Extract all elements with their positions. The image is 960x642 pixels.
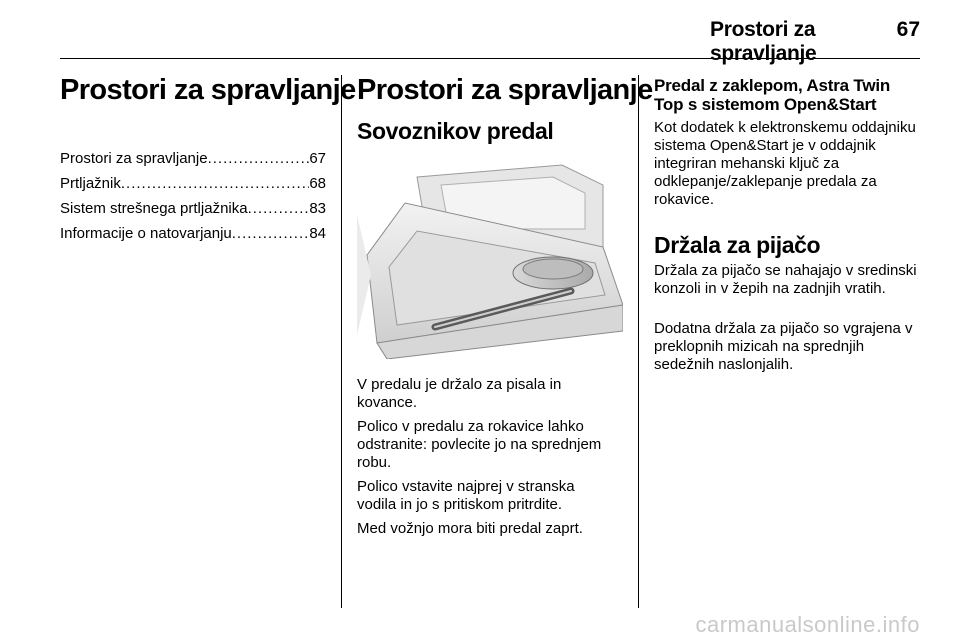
subsection-heading: Predal z zaklepom, Astra Twin Top s sistemom Open&Start	[654, 76, 891, 114]
toc-leader	[232, 225, 310, 242]
toc-entry[interactable]	[60, 175, 326, 200]
toc-leader	[248, 200, 310, 217]
body-text: V predalu je držalo za pisala in kovance.	[357, 376, 562, 411]
header-title: Prostori za spravljanje	[710, 18, 817, 65]
body-text: Držala za pijačo se nahajajo v sredinski konzoli in v žepih na zadnjih vratih.	[654, 262, 917, 297]
toc-entry[interactable]	[60, 150, 326, 175]
subsection-heading: Sovoznikov predal	[357, 118, 554, 144]
toc-label: Prtljažnik	[60, 175, 121, 192]
body-text: Kot dodatek k elektronskemu oddajniku sistema Open&Start je v oddajnik integriran mehanski ključ za odklepanje/zaklepanje predala za rokavice.	[654, 119, 916, 208]
toc-page: 67	[309, 150, 326, 167]
body-text: Polico vstavite najprej v stranska vodila in jo s pritiskom pritrdite.	[357, 478, 575, 513]
section-heading: Prostori za spravljanje	[357, 74, 653, 106]
toc-label: Prostori za spravljanje	[60, 150, 208, 167]
toc-page: 84	[309, 225, 326, 242]
toc-entry[interactable]	[60, 225, 326, 250]
page-number: 67	[896, 18, 920, 41]
column-divider	[341, 75, 342, 608]
watermark: carmanualsonline.info	[695, 612, 920, 637]
page-header	[60, 0, 920, 65]
column-divider	[638, 75, 639, 608]
toc-leader	[208, 150, 310, 167]
toc-leader	[121, 175, 309, 192]
toc-page: 83	[309, 200, 326, 217]
toc-entry[interactable]	[60, 200, 326, 225]
toc-label: Sistem strešnega prtljažnika	[60, 200, 248, 217]
toc-page: 68	[309, 175, 326, 192]
toc-label: Informacije o natovarjanju	[60, 225, 232, 242]
body-text: Polico v predalu za rokavice lahko odstranite: povlecite jo na sprednjem robu.	[357, 418, 602, 471]
body-text: Med vožnjo mora biti predal zaprt.	[357, 520, 583, 537]
table-of-contents	[60, 150, 326, 250]
chapter-heading: Prostori za spravljanje	[60, 74, 356, 106]
glovebox-photo	[357, 155, 623, 359]
body-text: Dodatna držala za pijačo so vgrajena v preklopnih mizicah na sprednjih sedežnih naslonjalih.	[654, 320, 913, 373]
section-heading: Držala za pijačo	[654, 232, 821, 258]
